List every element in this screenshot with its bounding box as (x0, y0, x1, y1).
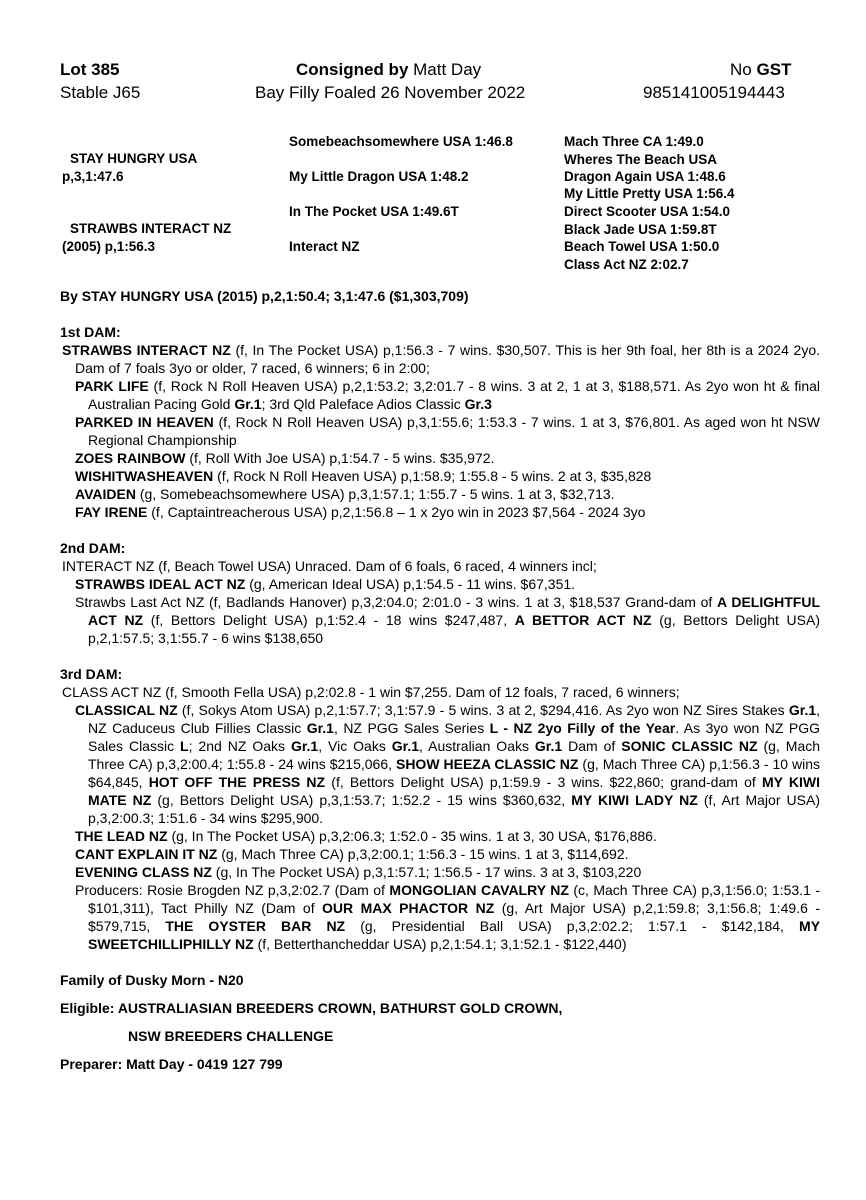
eligibility-line: Eligible: AUSTRALIASIAN BREEDERS CROWN, BATHURST GOLD CROWN, (60, 1000, 563, 1016)
consignor: Consigned by Matt Day (296, 60, 482, 79)
pedigree-gen3: Wheres The Beach USA (564, 152, 718, 167)
eligibility-line-2: NSW BREEDERS CHALLENGE (128, 1028, 334, 1044)
progeny-entry: ZOES RAINBOW (f, Roll With Joe USA) p,1:54.7 - 5 wins. $35,972. (75, 450, 495, 466)
progeny-entry: CANT EXPLAIN IT NZ (g, Mach Three CA) p,3,2:00.1; 1:56.3 - 15 wins. 1 at 3, $114,692. (75, 846, 629, 862)
third-dam-heading: 3rd DAM: (60, 666, 123, 682)
microchip-number: 985141005194443 (643, 83, 785, 102)
progeny-entry: EVENING CLASS NZ (g, In The Pocket USA) p,3,1:57.1; 1:56.5 - 17 wins. 3 at 3, $103,220 (75, 864, 642, 880)
dam-record: (2005) p,1:56.3 (62, 239, 156, 254)
sire-name: STAY HUNGRY USA (70, 151, 198, 166)
pedigree-gen2: Somebeachsomewhere USA 1:46.8 (289, 134, 513, 149)
pedigree-gen3: Dragon Again USA 1:48.6 (564, 169, 726, 184)
sire-record: p,3,1:47.6 (62, 169, 124, 184)
progeny-entry: PARK LIFE (f, Rock N Roll Heaven USA) p,2,1:53.2; 3,2:01.7 - 8 wins. 3 at 2, 1 at 3, $188,571. As 2yo won ht & final Australian Pacing Gold Gr.1; 3rd Qld Paleface Adios Classic Gr.3 (75, 378, 821, 412)
progeny-entry: Strawbs Last Act NZ (f, Badlands Hanover) p,3,2:04.0; 2:01.0 - 3 wins. 1 at 3, $18,537 Grand-dam of A DELIGHTFUL ACT NZ (f, Bettors Delight USA) p,1:52.4 - 18 wins $247,487, A BETTOR ACT NZ (g, Bettors Delight USA) p,2,1:57.5; 3,1:55.7 - 6 wins $138,650 (75, 594, 820, 646)
producers-entry: Producers: Rosie Brogden NZ p,3,2:02.7 (Dam of MONGOLIAN CAVALRY NZ (c, Mach Three CA) p,3,1:56.0; 1:53.1 - $101,311), Tact Philly NZ (Dam of OUR MAX PHACTOR NZ (g, Art Major USA) p,2,1:59.8; 3,1:56.8; 1:49.6 - $579,715, THE OYSTER BAR NZ (g, Presidential Ball USA) p,3,2:02.2; 1:57.1 - $142,184, MY SWEETCHILLIPHILLY NZ (f, Betterthancheddar USA) p,2,1:54.1; 3,1:52.1 - $122,440) (75, 882, 821, 952)
stable: Stable J65 (60, 83, 141, 102)
pedigree-gen3: Beach Towel USA 1:50.0 (564, 239, 720, 254)
progeny-entry: PARKED IN HEAVEN (f, Rock N Roll Heaven USA) p,3,1:55.6; 1:53.3 - 7 wins. 1 at 3, $76,801. As aged won ht NSW Regional Championship (75, 414, 820, 448)
pedigree-gen2: Interact NZ (289, 239, 360, 254)
second-dam-heading: 2nd DAM: (60, 540, 126, 556)
third-dam-entry: CLASS ACT NZ (f, Smooth Fella USA) p,2:02.8 - 1 win $7,255. Dam of 12 foals, 7 raced, 6 winners; (62, 684, 680, 700)
pedigree-gen3: My Little Pretty USA 1:56.4 (564, 186, 735, 201)
progeny-entry: THE LEAD NZ (g, In The Pocket USA) p,3,2:06.3; 1:52.0 - 35 wins. 1 at 3, 30 USA, $176,886. (75, 828, 657, 844)
progeny-entry: AVAIDEN (g, Somebeachsomewhere USA) p,3,1:57.1; 1:55.7 - 5 wins. 1 at 3, $32,713. (75, 486, 615, 502)
progeny-entry: CLASSICAL NZ (f, Sokys Atom USA) p,2,1:57.7; 3,1:57.9 - 5 wins. 3 at 2, $294,416. As 2yo won NZ Sires Stakes Gr.1, NZ Caduceus Club Fillies Classic Gr.1, NZ PGG Sales Series L - NZ 2yo Filly of the Year. As 3yo won NZ PGG Sales Classic L; 2nd NZ Oaks Gr.1, Vic Oaks Gr.1, Australian Oaks Gr.1 Dam of SONIC CLASSIC NZ (g, Mach Three CA) p,3,2:00.4; 1:55.8 - 24 wins $215,066, SHOW HEEZA CLASSIC NZ (g, Mach Three CA) p,1:56.3 - 10 wins $64,845, HOT OFF THE PRESS NZ (f, Bettors Delight USA) p,1:59.9 - 3 wins. $22,860; grand-dam of MY KIWI MATE NZ (g, Bettors Delight USA) p,3,1:53.7; 1:52.2 - 15 wins $360,632, MY KIWI LADY NZ (f, Art Major USA) p,3,2:00.3; 1:51.6 - 34 wins $295,900. (75, 702, 821, 826)
catalogue-body (60, 287, 820, 1083)
progeny-entry: WISHITWASHEAVEN (f, Rock N Roll Heaven USA) p,1:58.9; 1:55.8 - 5 wins. 2 at 3, $35,828 (75, 468, 652, 484)
pedigree-gen3: Mach Three CA 1:49.0 (564, 134, 704, 149)
progeny-entry: FAY IRENE (f, Captaintreacherous USA) p,2,1:56.8 – 1 x 2yo win in 2023 $7,564 - 2024 3yo (75, 504, 646, 520)
second-dam-entry: INTERACT NZ (f, Beach Towel USA) Unraced. Dam of 6 foals, 6 raced, 4 winners incl; (62, 558, 597, 574)
pedigree-gen2: My Little Dragon USA 1:48.2 (289, 169, 469, 184)
horse-description: Bay Filly Foaled 26 November 2022 (255, 83, 526, 102)
first-dam-heading: 1st DAM: (60, 324, 121, 340)
pedigree-gen3: Direct Scooter USA 1:54.0 (564, 204, 731, 219)
preparer-line: Preparer: Matt Day - 0419 127 799 (60, 1056, 283, 1072)
pedigree-gen3: Black Jade USA 1:59.8T (564, 222, 717, 237)
progeny-entry: STRAWBS IDEAL ACT NZ (g, American Ideal USA) p,1:54.5 - 11 wins. $67,351. (75, 576, 576, 592)
family-line: Family of Dusky Morn - N20 (60, 972, 244, 988)
gst-status: No GST (730, 60, 792, 79)
lot-number: Lot 385 (60, 60, 120, 79)
pedigree-gen2: In The Pocket USA 1:49.6T (289, 204, 459, 219)
pedigree-gen3: Class Act NZ 2:02.7 (564, 257, 689, 272)
dam-name: STRAWBS INTERACT NZ (70, 221, 232, 236)
first-dam-entry: STRAWBS INTERACT NZ (f, In The Pocket USA) p,1:56.3 - 7 wins. $30,507. This is her 9th foal, her 8th is a 2024 2yo. Dam of 7 foals 3yo or older, 7 raced, 6 winners; 6 in 2:00; (62, 342, 821, 376)
sire-summary: By STAY HUNGRY USA (2015) p,2,1:50.4; 3,1:47.6 ($1,303,709) (60, 288, 469, 304)
